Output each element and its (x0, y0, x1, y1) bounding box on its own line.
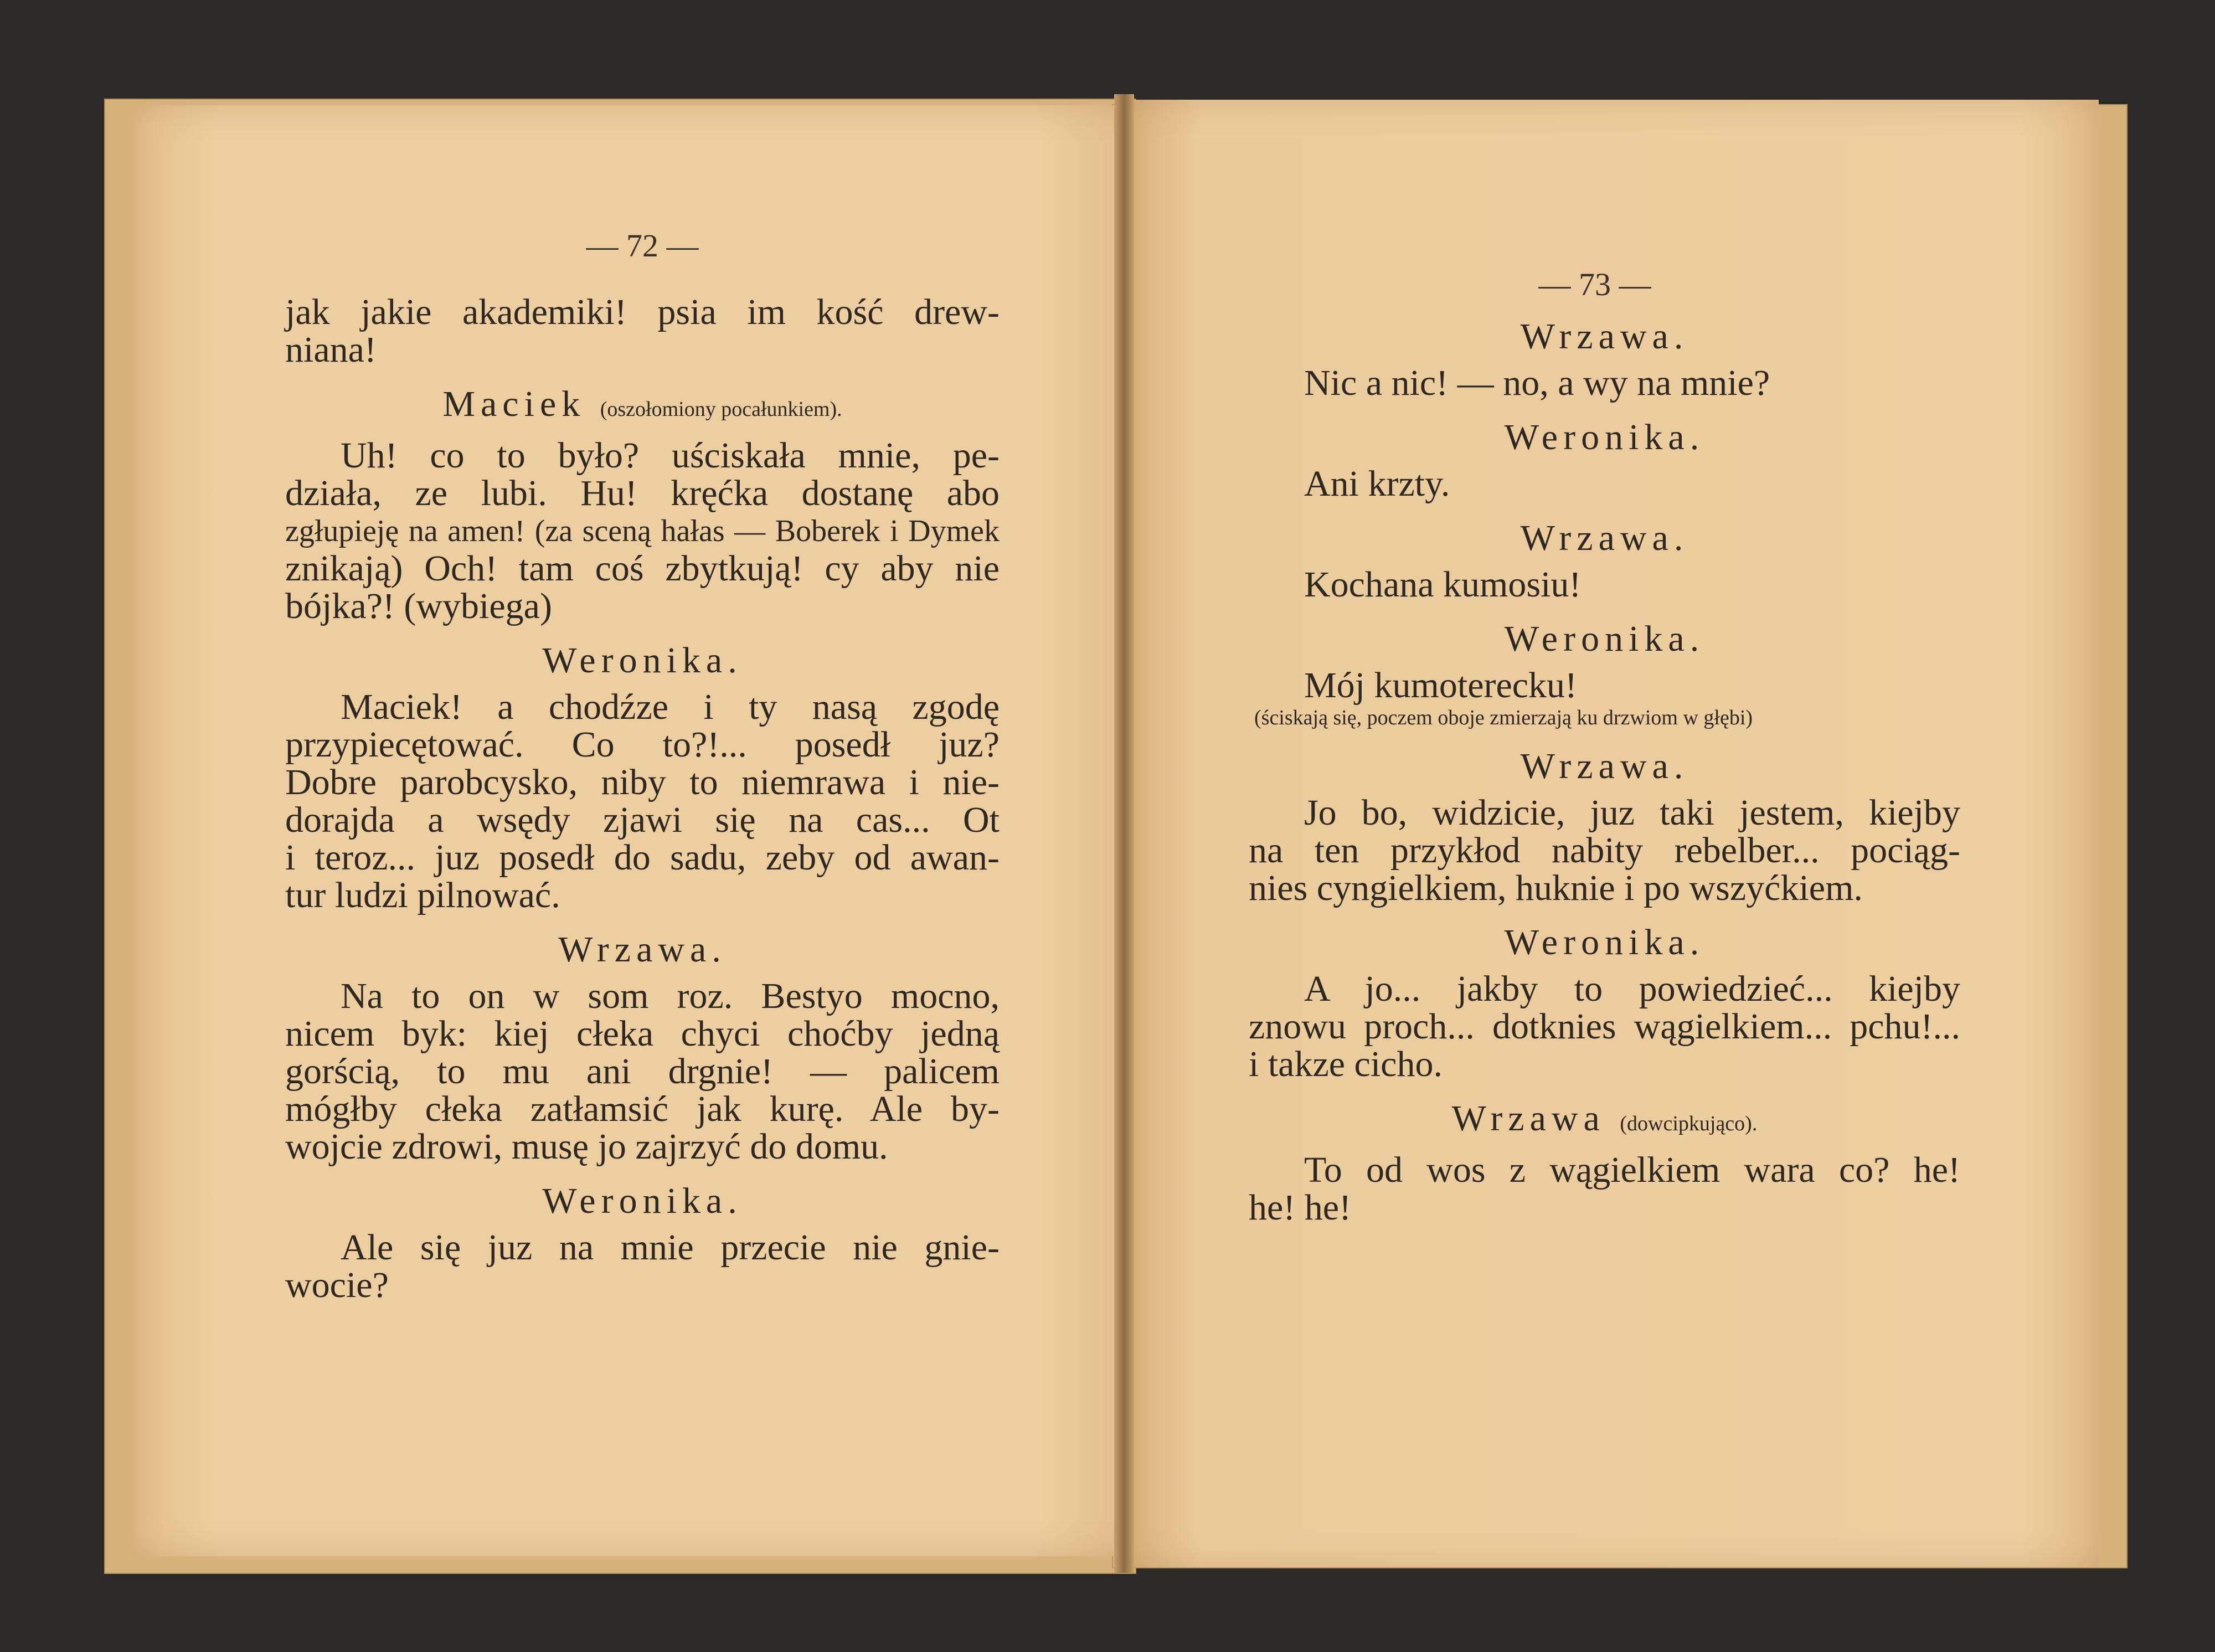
speaker-name: Wrzawa. (1520, 518, 1689, 558)
text-line: A jo... jakby to powiedzieć... kiejby (1304, 969, 1960, 1009)
text-line: gorścią, to mu ani drgnie! — palicem (285, 1051, 1000, 1092)
text-line: jak jakie akademiki! psia im kość drew- (285, 292, 1000, 332)
text-line: nies cyngielkiem, huknie i po wszyćkiem. (1249, 868, 1863, 908)
text-line: Mój kumoterecku! (1304, 665, 1578, 706)
text-line: Jo bo, widzicie, juz taki jestem, kiejby (1304, 792, 1960, 833)
text-line: tur ludzi pilnować. (285, 875, 560, 915)
speaker-name: Weronika. (1504, 922, 1705, 963)
text-line: zgłupieję na amen! (za sceną hałas — Boberek i Dymek (285, 514, 1000, 548)
text-line: na ten przykłod nabity rebelber... pociąg- (1249, 830, 1960, 871)
speaker-name: Weronika. (1504, 619, 1705, 659)
text-line: Maciek! a chodźze i ty nasą zgodę (341, 687, 1000, 727)
speaker-heading (1249, 419, 1960, 456)
speaker-name: Maciek (442, 384, 586, 424)
text-line: Kochana kumosiu! (1304, 564, 1582, 605)
speaker-heading (1249, 620, 1960, 658)
page-number-right: — 73 — (1538, 266, 1651, 302)
text-line: Uh! co to było? uściskała mnie, pe- (341, 435, 1000, 476)
book-gutter (1114, 94, 1134, 1573)
text-line: dorajda a wsędy zjawi się na cas... Ot (285, 800, 1000, 840)
text-line: znowu proch... dotknies wągielkiem... pchu!... (1249, 1006, 1960, 1047)
text-line: wocie? (285, 1265, 389, 1305)
speaker-heading (1249, 1100, 1960, 1142)
text-line: To od wos z wągielkiem wara co? he! (1304, 1150, 1960, 1190)
text-line: i teroz... juz posedł do sadu, zeby od awan- (285, 837, 1000, 878)
text-line: działa, ze lubi. Hu! kręćka dostanę abo (285, 473, 1000, 513)
speaker-name: Wrzawa. (1520, 316, 1689, 357)
speaker-name: Weronika. (1504, 417, 1705, 457)
text-line: Nic a nic! — no, a wy na mnie? (1304, 363, 1770, 403)
speaker-name: Wrzawa. (558, 929, 727, 970)
speaker-heading (285, 931, 1000, 969)
text-line: niana! (285, 330, 377, 370)
speaker-heading (285, 1182, 1000, 1220)
text-line: he! he! (1249, 1187, 1352, 1228)
speaker-name: Wrzawa (1451, 1098, 1605, 1139)
speaker-heading (1249, 519, 1960, 557)
text-line: Ale się juz na mnie przecie nie gnie- (341, 1227, 1000, 1268)
page-number-left: — 72 — (586, 228, 699, 264)
text-line: Ani krzty. (1304, 464, 1450, 504)
left-page-text (285, 294, 1000, 1304)
speaker-heading (1249, 748, 1960, 785)
speaker-heading (1249, 318, 1960, 356)
stage-direction: (oszołomiony pocałunkiem). (600, 398, 842, 421)
text-line: Dobre parobcysko, niby to niemrawa i nie- (285, 762, 1000, 802)
speaker-name: Weronika. (542, 1181, 743, 1221)
text-line: przypiecętować. Co to?!... posedł juz? (285, 724, 1000, 765)
text-line: wojcie zdrowi, musę jo zajrzyć do domu. (285, 1126, 888, 1167)
stage-direction: (ściskają się, poczem oboje zmierzają ku drzwiom w głębi) (1254, 706, 1753, 729)
stage-direction: (dowcipkująco). (1620, 1112, 1758, 1135)
text-line: nicem byk: kiej cłeka chyci choćby jedną (285, 1013, 1000, 1054)
speaker-name: Weronika. (542, 640, 743, 681)
speaker-name: Wrzawa. (1520, 746, 1689, 786)
text-line: bójka?! (wybiega) (285, 586, 552, 626)
speaker-heading (1249, 924, 1960, 961)
text-line: i takze cicho. (1249, 1044, 1443, 1084)
text-line: Na to on w som roz. Bestyo mocno, (341, 976, 1000, 1016)
speaker-heading (285, 385, 1000, 428)
speaker-heading (285, 642, 1000, 680)
right-page-text (1249, 310, 1960, 1227)
text-line: mógłby cłeka zatłamsić jak kurę. Ale by- (285, 1089, 1000, 1129)
text-line: znikają) Och! tam coś zbytkują! cy aby nie (285, 548, 1000, 589)
